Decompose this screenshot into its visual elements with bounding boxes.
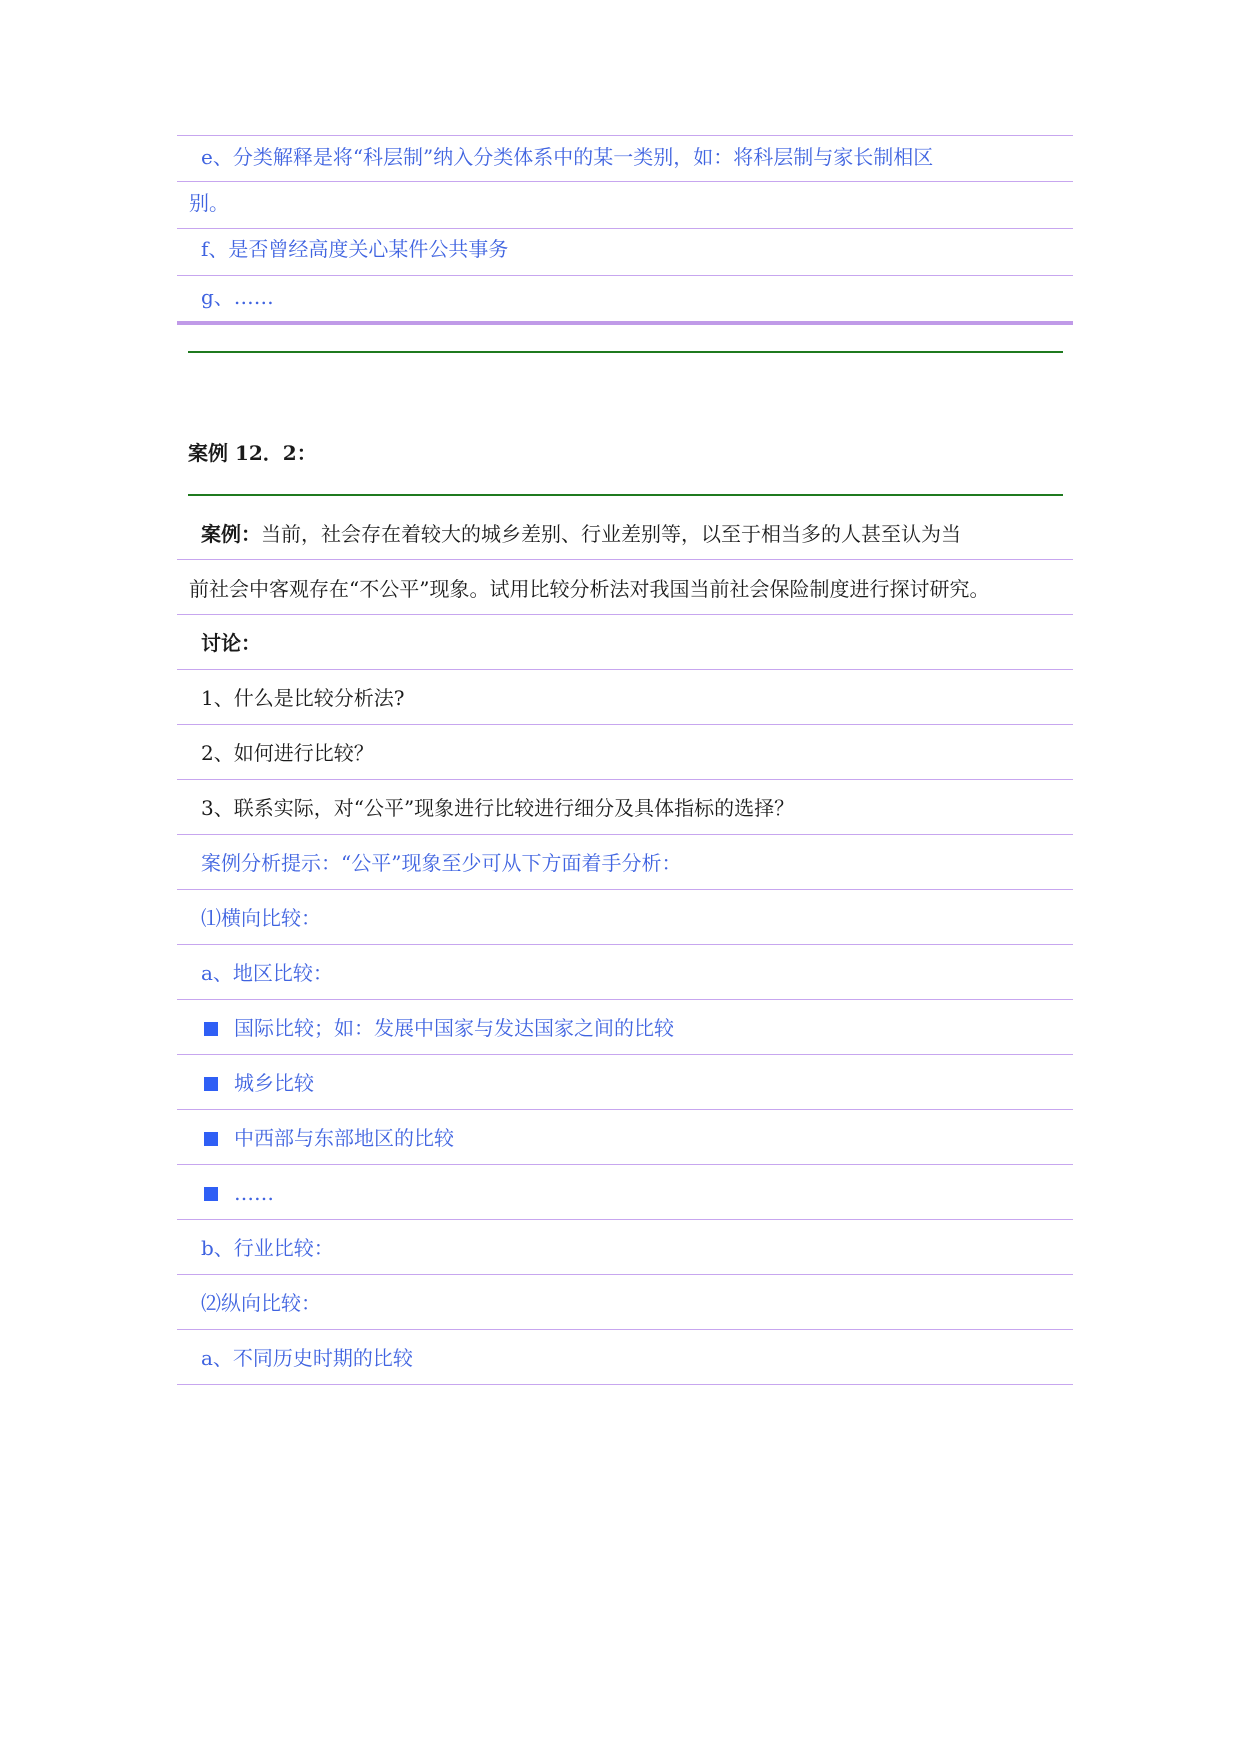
- bullet-row-3: [177, 1110, 1073, 1165]
- case-heading: 案例 12．2：: [188, 441, 317, 465]
- case-intro-row-1: [177, 505, 1073, 560]
- bullet-1-text: 国际比较；如：发展中国家与发达国家之间的比较: [234, 1016, 674, 1040]
- discussion-row: [177, 615, 1073, 670]
- green-rule-bottom: [188, 494, 1063, 496]
- bullet-2-text: 城乡比较: [234, 1071, 314, 1095]
- industry-text: b、行业比较：: [201, 1236, 334, 1260]
- bullet-row-1: [177, 1000, 1073, 1055]
- regional-row: [177, 945, 1073, 1000]
- bullet-3-text: 中西部与东部地区的比较: [234, 1126, 454, 1150]
- vertical-row: [177, 1275, 1073, 1330]
- square-bullet-icon: [204, 1077, 218, 1091]
- case-intro-text-1: 当前，社会存在着较大的城乡差别、行业差别等，以至于相当多的人甚至认为当: [261, 522, 961, 546]
- item-g-text: g、……: [201, 285, 274, 309]
- history-row: [177, 1330, 1073, 1385]
- question-1-text: 1、什么是比较分析法?: [201, 686, 405, 710]
- case-intro-text-2: 前社会中客观存在“不公平”现象。试用比较分析法对我国当前社会保险制度进行探讨研究。: [189, 577, 990, 601]
- case-intro-line-1: [201, 522, 961, 546]
- bullet-item-1: [204, 1016, 674, 1040]
- history-text: a、不同历史时期的比较: [201, 1346, 413, 1370]
- green-rule-top: [188, 351, 1063, 353]
- hint-text: 案例分析提示：“公平”现象至少可从下方面着手分析：: [201, 851, 682, 875]
- horizontal-row: [177, 890, 1073, 945]
- question-3-text: 3、联系实际，对“公平”现象进行比较进行细分及具体指标的选择？: [201, 796, 795, 820]
- bullet-row-4: [177, 1165, 1073, 1220]
- question-row-3: [177, 780, 1073, 835]
- question-row-2: [177, 725, 1073, 780]
- section-divider-purple: [177, 321, 1073, 325]
- bullet-4-text: ……: [234, 1181, 274, 1205]
- hint-row: [177, 835, 1073, 890]
- item-e-text-line2: 别。: [189, 191, 229, 215]
- item-e-text-line1: e、分类解释是将“科层制”纳入分类体系中的某一类别，如：将科层制与家长制相区: [201, 145, 934, 169]
- square-bullet-icon: [204, 1022, 218, 1036]
- bullet-item-3: [204, 1126, 454, 1150]
- question-2-text: 2、如何进行比较？: [201, 741, 374, 765]
- square-bullet-icon: [204, 1187, 218, 1201]
- regional-text: a、地区比较：: [201, 961, 333, 985]
- discussion-label: 讨论：: [201, 631, 261, 655]
- square-bullet-icon: [204, 1132, 218, 1146]
- horizontal-text: ⑴横向比较：: [201, 906, 321, 930]
- industry-row: [177, 1220, 1073, 1275]
- question-row-1: [177, 670, 1073, 725]
- list-row-e-line1: [177, 135, 1073, 182]
- item-f-text: f、是否曾经高度关心某件公共事务: [201, 237, 509, 261]
- list-row-f: [177, 229, 1073, 276]
- case-intro-row-2: [177, 560, 1073, 615]
- vertical-text: ⑵纵向比较：: [201, 1291, 321, 1315]
- case-intro-label: 案例：: [201, 522, 261, 546]
- bullet-row-2: [177, 1055, 1073, 1110]
- bullet-item-4: [204, 1181, 274, 1205]
- list-row-e-line2: [177, 182, 1073, 229]
- list-row-g: [177, 276, 1073, 321]
- bullet-item-2: [204, 1071, 314, 1095]
